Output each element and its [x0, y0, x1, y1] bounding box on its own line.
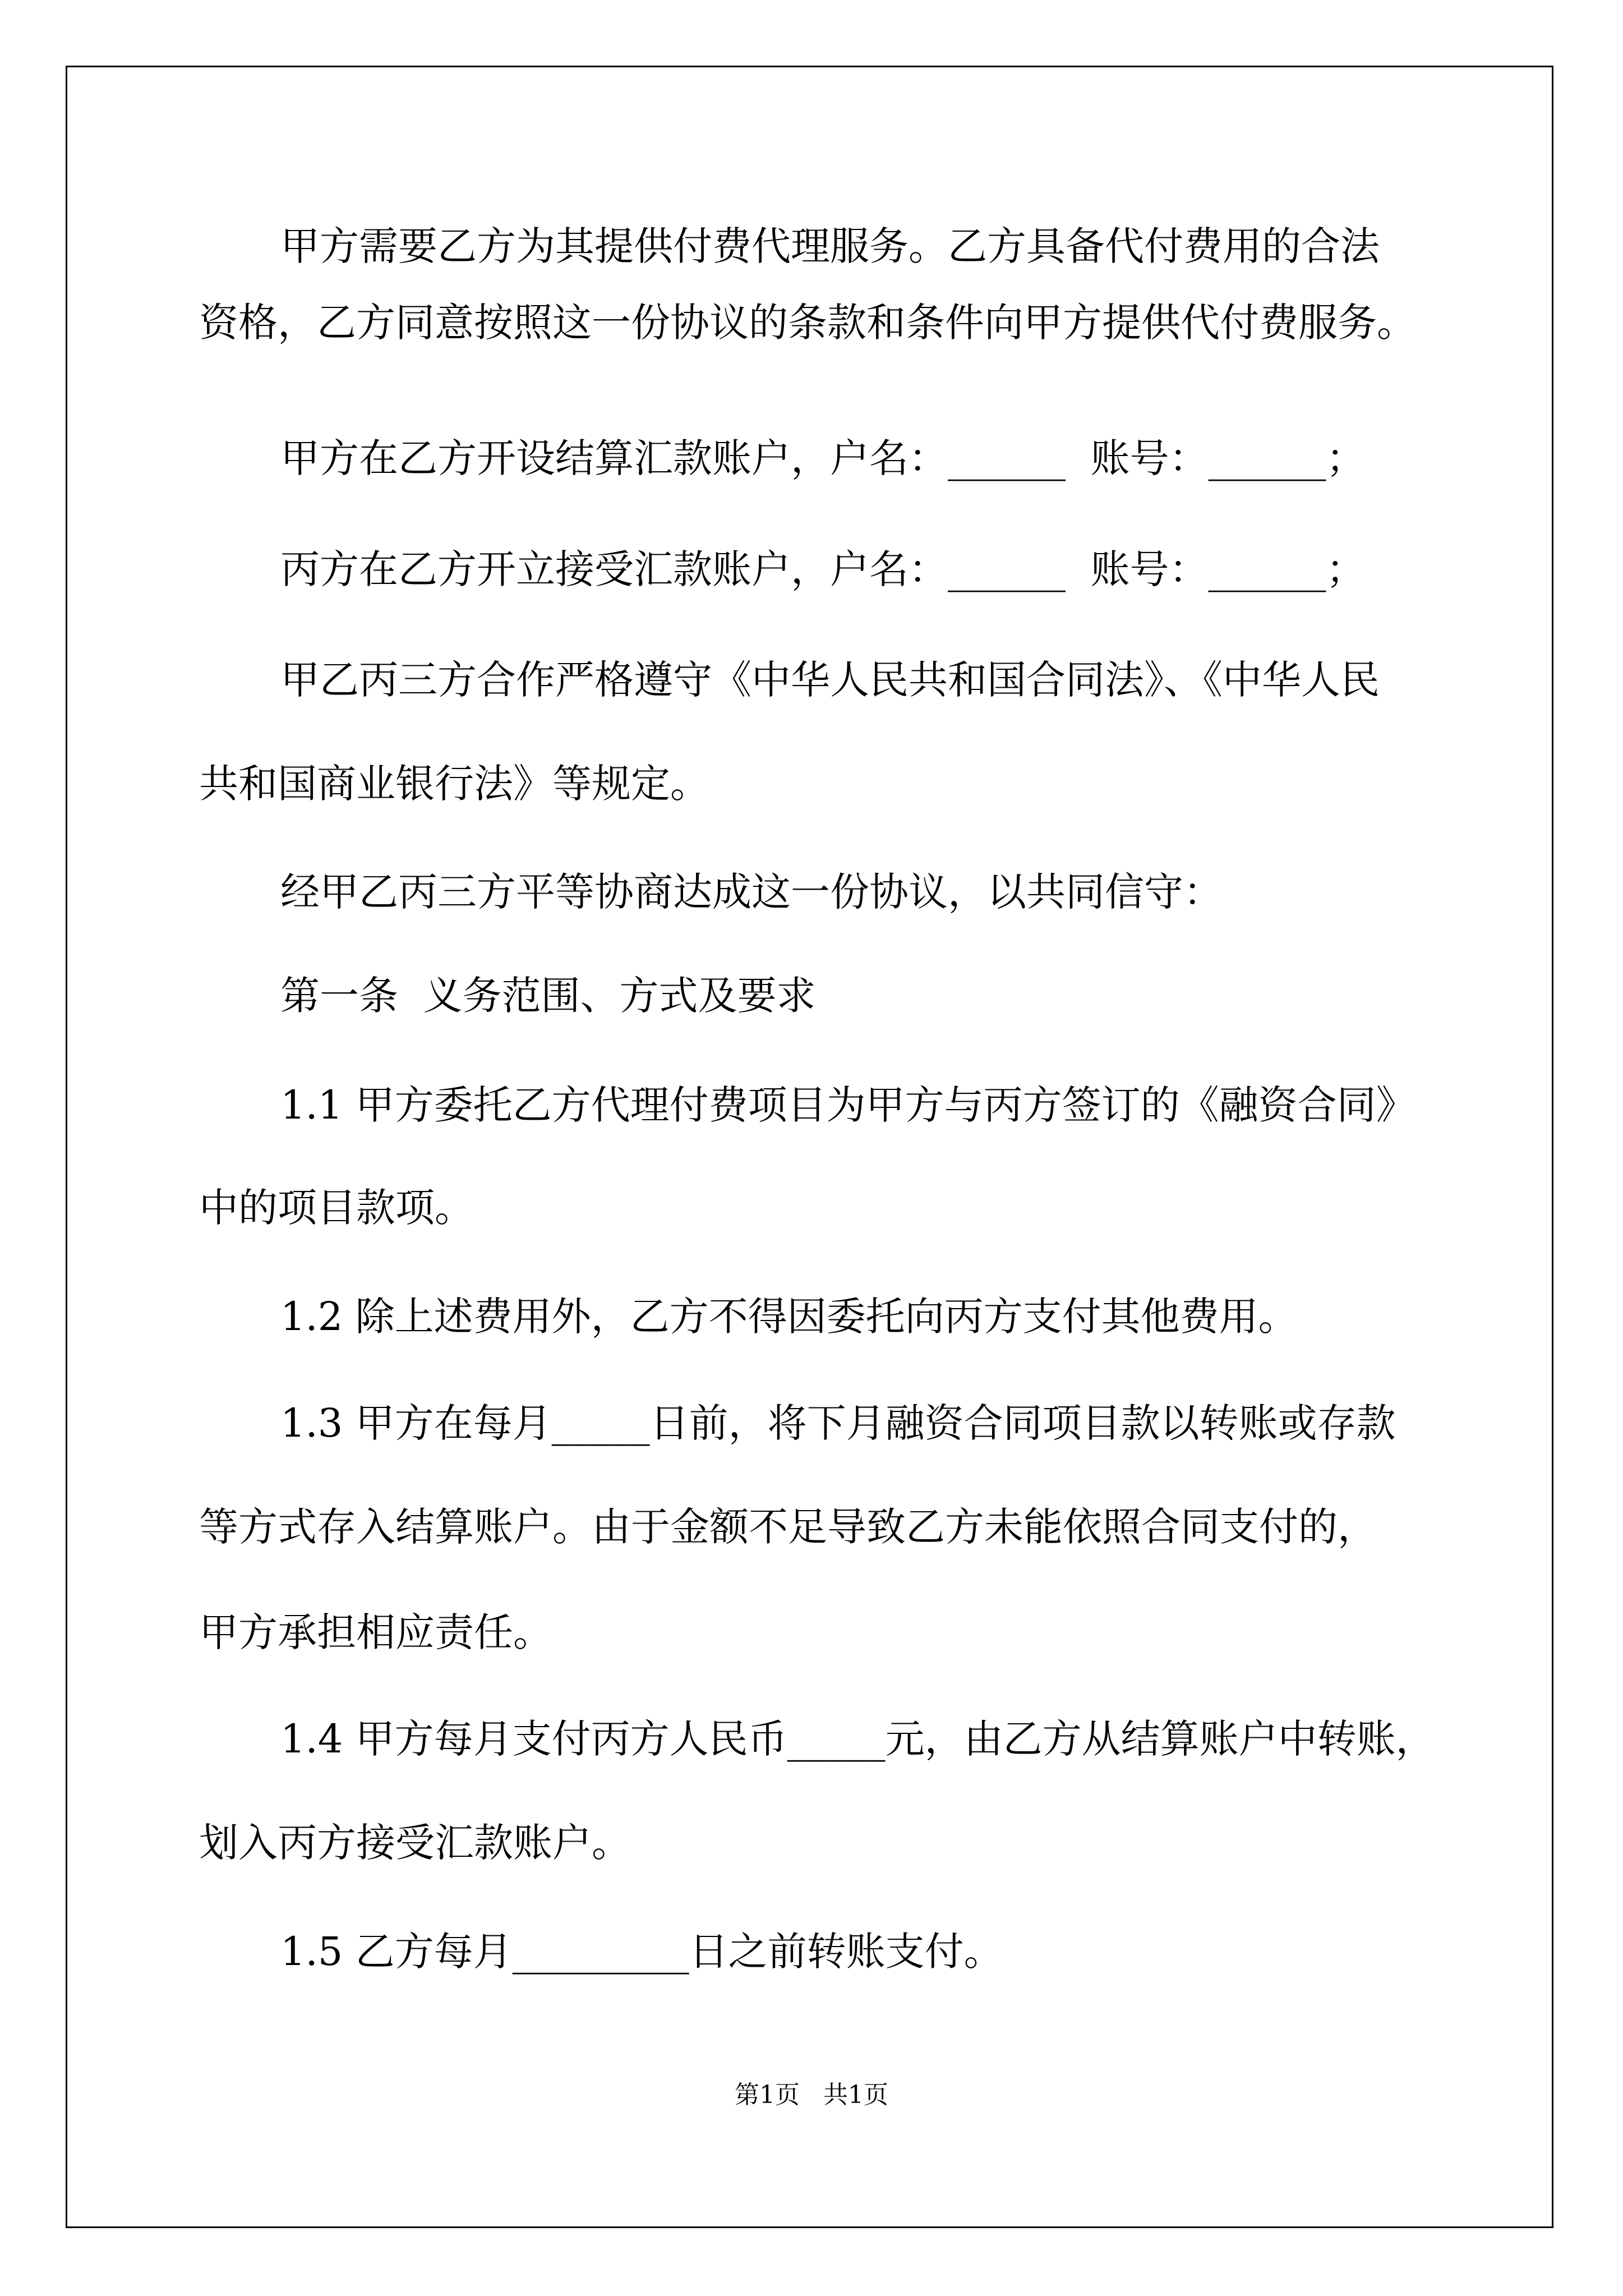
section-heading-1: 第一条 义务范围、方式及要求: [280, 973, 816, 1019]
paragraph-line-16: 划入丙方接受汇款账户。: [199, 1820, 631, 1866]
paragraph-line-1: 甲方需要乙方为其提供付费代理服务。乙方具备代付费用的合法: [280, 223, 1380, 269]
paragraph-line-9: 1.1 甲方委托乙方代理付费项目为甲方与丙方签订的《融资合同》: [280, 1082, 1415, 1128]
paragraph-line-10: 中的项目款项。: [199, 1185, 474, 1231]
paragraph-line-17: 1.5 乙方每月_________日之前转账支付。: [280, 1929, 1003, 1975]
paragraph-line-15: 1.4 甲方每月支付丙方人民币_____元，由乙方从结算账户中转账，: [280, 1716, 1435, 1762]
page-footer: 第1页 共1页: [735, 2081, 888, 2109]
paragraph-line-6: 共和国商业银行法》等规定。: [199, 761, 709, 807]
paragraph-line-2: 资格，乙方同意按照这一份协议的条款和条件向甲方提供代付费服务。: [199, 300, 1416, 346]
paragraph-line-14: 甲方承担相应责任。: [199, 1609, 552, 1655]
paragraph-line-7: 经甲乙丙三方平等协商达成这一份协议，以共同信守：: [280, 869, 1223, 915]
paragraph-line-4: 丙方在乙方开立接受汇款账户，户名：______ 账号：______；: [280, 546, 1366, 592]
paragraph-line-12: 1.3 甲方在每月_____日前，将下月融资合同项目款以转账或存款: [280, 1400, 1396, 1446]
paragraph-line-3: 甲方在乙方开设结算汇款账户，户名：______ 账号：______；: [280, 435, 1366, 481]
paragraph-line-11: 1.2 除上述费用外，乙方不得因委托向丙方支付其他费用。: [280, 1294, 1298, 1340]
paragraph-line-5: 甲乙丙三方合作严格遵守《中华人民共和国合同法》、《中华人民: [280, 657, 1380, 703]
paragraph-line-13: 等方式存入结算账户。由于金额不足导致乙方未能依照合同支付的，: [199, 1504, 1377, 1550]
page-border: [66, 66, 1553, 2228]
